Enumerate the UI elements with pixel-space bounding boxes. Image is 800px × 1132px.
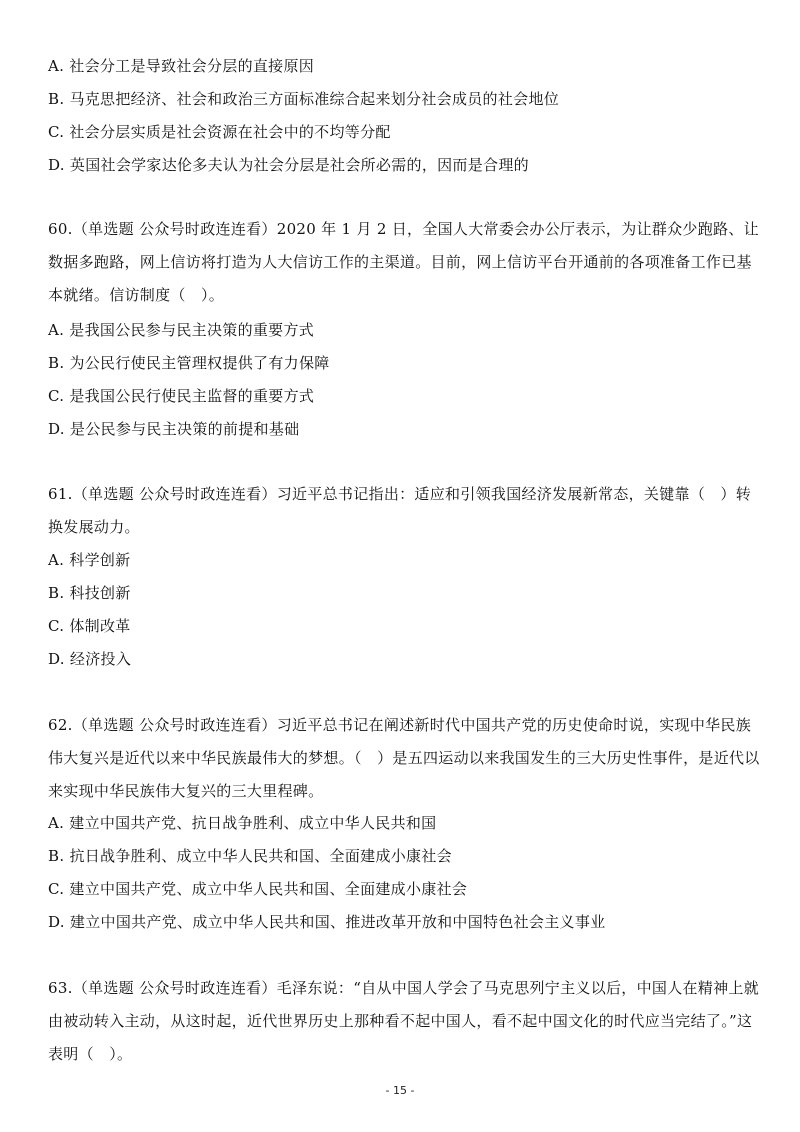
question-60-option-d: D. 是公民参与民主决策的前提和基础 <box>48 420 300 438</box>
question-62-option-c: C. 建立中国共产党、成立中华人民共和国、全面建成小康社会 <box>48 880 468 898</box>
option-b: B. 马克思把经济、社会和政治三方面标准综合起来划分社会成员的社会地位 <box>48 90 560 108</box>
question-62-option-a: A. 建立中国共产党、抗日战争胜利、成立中华人民共和国 <box>48 814 437 832</box>
question-61-option-c: C. 体制改革 <box>48 617 131 635</box>
question-61-text: 61.（单选题 公众号时政连连看）习近平总书记指出：适应和引领我国经济发展新常态，关键靠（ ）转换发展动力。 <box>48 485 752 536</box>
question-60-option-a: A. 是我国公民参与民主决策的重要方式 <box>48 321 315 339</box>
option-d: D. 英国社会学家达伦多夫认为社会分层是社会所必需的，因而是合理的 <box>48 156 529 174</box>
question-60-option-b: B. 为公民行使民主管理权提供了有力保障 <box>48 354 330 372</box>
question-61-option-a: A. 科学创新 <box>48 551 131 569</box>
question-61-option-d: D. 经济投入 <box>48 650 132 668</box>
question-62-option-d: D. 建立中国共产党、成立中华人民共和国、推进改革开放和中国特色社会主义事业 <box>48 913 606 931</box>
page-number: - 15 - <box>385 1084 415 1097</box>
question-63-text: 63.（单选题 公众号时政连连看）毛泽东说：“自从中国人学会了马克思列宁主义以后，中国人在精神上就由被动转入主动，从这时起，近代世界历史上那种看不起中国人，看不起中国文化的时代应当完结了。”这表明（ ）。 <box>48 979 759 1063</box>
question-60-text: 60.（单选题 公众号时政连连看）2020 年 1 月 2 日，全国人大常委会办公厅表示，为让群众少跑路、让数据多跑路，网上信访将打造为人大信访工作的主渠道。目前，网上信访平台开通前的各项准备工作已基本就绪。信访制度（ ）。 <box>48 220 759 304</box>
question-62-option-b: B. 抗日战争胜利、成立中华人民共和国、全面建成小康社会 <box>48 847 452 865</box>
option-a: A. 社会分工是导致社会分层的直接原因 <box>48 57 315 75</box>
question-62-text: 62.（单选题 公众号时政连连看）习近平总书记在阐述新时代中国共产党的历史使命时说，实现中华民族伟大复兴是近代以来中华民族最伟大的梦想。（ ）是五四运动以来我国发生的三大历史性事件，是近代以来实现中华民族伟大复兴的三大里程碑。 <box>48 716 760 800</box>
question-60-option-c: C. 是我国公民行使民主监督的重要方式 <box>48 387 315 405</box>
question-61-option-b: B. 科技创新 <box>48 584 131 602</box>
option-c: C. 社会分层实质是社会资源在社会中的不均等分配 <box>48 123 391 141</box>
